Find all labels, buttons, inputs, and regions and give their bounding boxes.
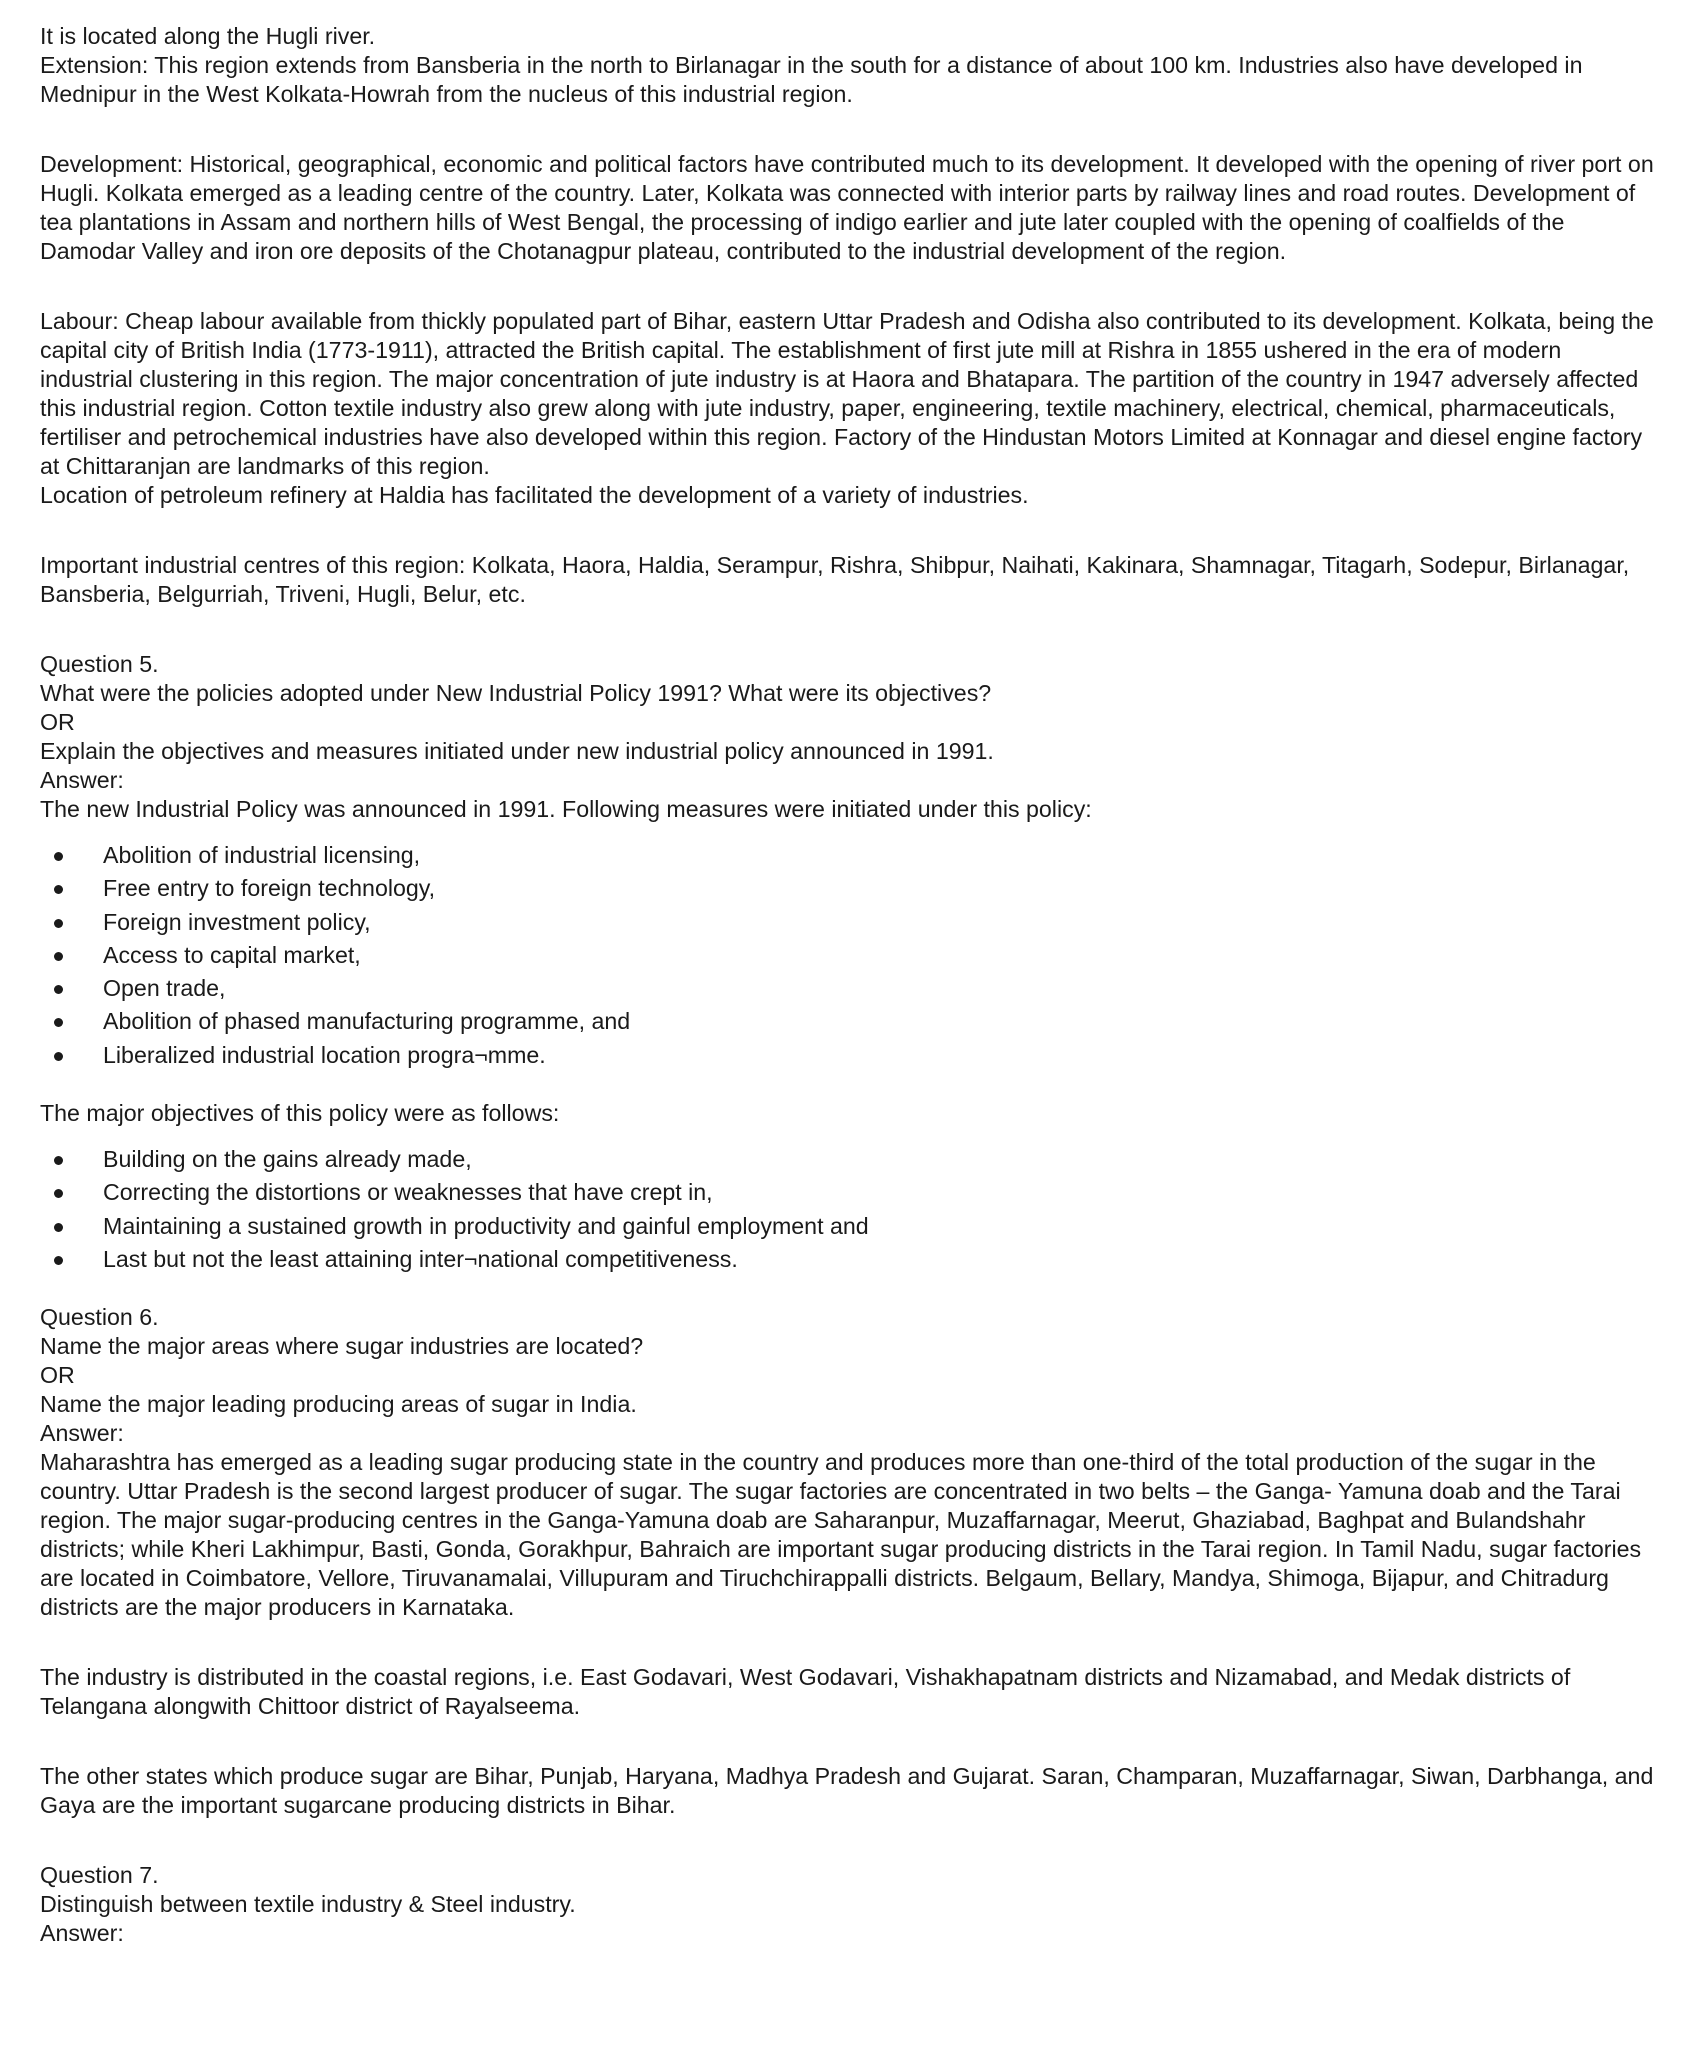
list-item: Abolition of phased manufacturing programme, and: [40, 1005, 1660, 1038]
question-5-answer-label: Answer:: [40, 767, 124, 793]
question-6-or: OR: [40, 1362, 75, 1389]
question-5-heading: Question 5.: [40, 651, 159, 677]
region-location-line: It is located along the Hugli river.: [40, 23, 376, 49]
question-6-answer-paragraph-1: Maharashtra has emerged as a leading sugar producing state in the country and produces more than one-third of the total production of the sugar in the country. Uttar Pradesh is the second largest producer of sugar. The sugar factories are concentrated in two belts – the Ganga- Yamuna doab and the Tarai region. The major sugar-producing centres in the Ganga-Yamuna doab are Saharanpur, Muzaffarnagar, Meerut, Ghaziabad, Baghpat and Bulandshahr districts; while Kheri Lakhimpur, Basti, Gonda, Gorakhpur, Bahraich are important sugar producing districts in the Tarai region. In Tamil Nadu, sugar factories are located in Coimbatore, Vellore, Tiruvanamalai, Villupuram and Tiruchchirappalli districts. Belgaum, Bellary, Mandya, Shimoga, Bijapur, and Chitradurg districts are the major producers in Karnataka.: [40, 1449, 1642, 1621]
list-item: Last but not the least attaining inter¬national competitiveness.: [40, 1243, 1660, 1276]
region-intro-section: [40, 22, 1660, 109]
list-item: Liberalized industrial location progra¬mme.: [40, 1039, 1660, 1072]
labour-paragraph: Labour: Cheap labour available from thickly populated part of Bihar, eastern Uttar Pradesh and Odisha also contributed to its development. Kolkata, being the capital city of British India (1773-1911), attracted the British capital. The establishment of first jute mill at Rishra in 1855 ushered in the era of modern industrial clustering in this region. The major concentration of jute industry is at Haora and Bhatapara. The partition of the country in 1947 adversely affected this industrial region. Cotton textile industry also grew along with jute industry, paper, engineering, textile machinery, electrical, chemical, pharmaceuticals, fertiliser and petrochemical industries have also developed within this region. Factory of the Hindustan Motors Limited at Konnagar and diesel engine factory at Chittaranjan are landmarks of this region.: [40, 308, 1654, 479]
measures-list: [40, 839, 1660, 1072]
question-5-alt-text: Explain the objectives and measures initiated under new industrial policy announced in 1991.: [40, 738, 994, 764]
question-6-answer-label: Answer:: [40, 1420, 124, 1447]
list-item: Building on the gains already made,: [40, 1143, 1660, 1176]
list-item: Foreign investment policy,: [40, 906, 1660, 939]
question-5-answer-intro: The new Industrial Policy was announced in 1991. Following measures were initiated under this policy:: [40, 796, 1092, 822]
question-7-answer-label: Answer:: [40, 1920, 124, 1947]
industrial-centres-paragraph: Important industrial centres of this region: Kolkata, Haora, Haldia, Serampur, Rishra, Shibpur, Naihati, Kakinara, Shamnagar, Titagarh, Sodepur, Birlanagar, Bansberia, Belgurriah, Triveni, Hugli, Belur, etc.: [40, 552, 1630, 607]
question-6-section: [40, 1303, 1660, 1622]
question-7-text: Distinguish between textile industry & Steel industry.: [40, 1891, 576, 1918]
list-item: Correcting the distortions or weaknesses that have crept in,: [40, 1176, 1660, 1209]
objectives-intro: The major objectives of this policy were as follows:: [40, 1100, 560, 1127]
objectives-list: [40, 1143, 1660, 1276]
development-paragraph: Development: Historical, geographical, economic and political factors have contributed much to its development. It developed with the opening of river port on Hugli. Kolkata emerged as a leading centre of the country. Later, Kolkata was connected with interior parts by railway lines and road routes. Development of tea plantations in Assam and northern hills of West Bengal, the processing of indigo earlier and jute later coupled with the opening of coalfields of the Damodar Valley and iron ore deposits of the Chotanagpur plateau, contributed to the industrial development of the region.: [40, 151, 1654, 264]
list-item: Open trade,: [40, 972, 1660, 1005]
question-5-section: [40, 650, 1660, 1276]
refinery-line: Location of petroleum refinery at Haldia has facilitated the development of a variety of industries.: [40, 482, 1029, 508]
labour-section: [40, 307, 1660, 510]
question-7-heading: Question 7.: [40, 1862, 159, 1889]
question-6-heading: Question 6.: [40, 1304, 159, 1331]
question-6-alt-text: Name the major leading producing areas of sugar in India.: [40, 1391, 637, 1418]
industrial-centres-section: [40, 551, 1660, 609]
question-5-or: OR: [40, 709, 75, 735]
region-extension-paragraph: Extension: This region extends from Bansberia in the north to Birlanagar in the south for a distance of about 100 km. Industries also have developed in Mednipur in the West Kolkata-Howrah from the nucleus of this industrial region.: [40, 52, 1583, 107]
question-7-section: [40, 1861, 1660, 1948]
question-6-answer-paragraph-3: The other states which produce sugar are Bihar, Punjab, Haryana, Madhya Pradesh and Gujarat. Saran, Champaran, Muzaffarnagar, Siwan, Darbhanga, and Gaya are the important sugarcane producing districts in Bihar.: [40, 1763, 1654, 1819]
list-item: Access to capital market,: [40, 939, 1660, 972]
question-6-answer-paragraph-2: The industry is distributed in the coastal regions, i.e. East Godavari, West Godavari, Vishakhapatnam districts and Nizamabad, and Medak districts of Telangana alongwith Chittoor district of Rayalseema.: [40, 1664, 1571, 1720]
list-item: Free entry to foreign technology,: [40, 872, 1660, 905]
question-6-para-2-block: [40, 1663, 1660, 1721]
question-5-text: What were the policies adopted under New Industrial Policy 1991? What were its objectives?: [40, 680, 992, 706]
question-6-para-3-block: [40, 1762, 1660, 1820]
list-item: Maintaining a sustained growth in productivity and gainful employment and: [40, 1210, 1660, 1243]
list-item: Abolition of industrial licensing,: [40, 839, 1660, 872]
development-section: [40, 150, 1660, 266]
question-6-text: Name the major areas where sugar industries are located?: [40, 1333, 644, 1360]
